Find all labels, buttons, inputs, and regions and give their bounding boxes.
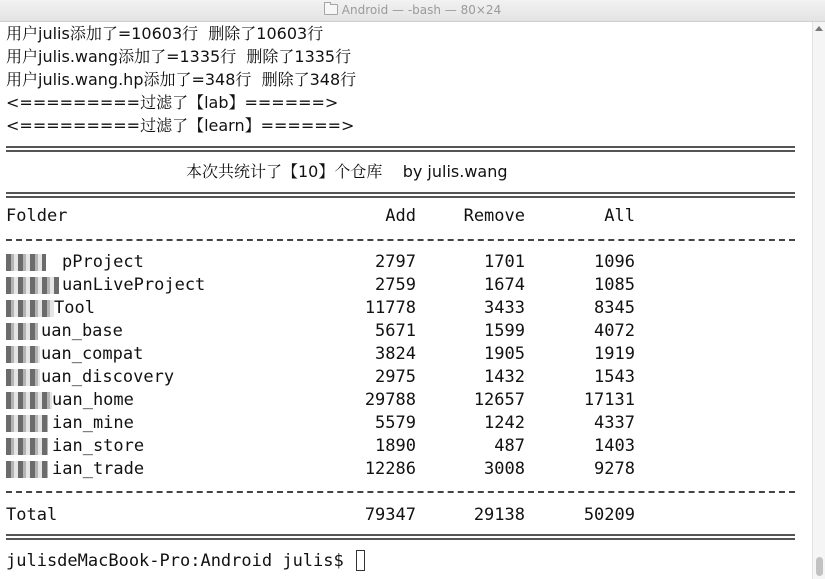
remove-count: 3433 [484,298,525,318]
all-count: 4072 [594,321,635,341]
all-count: 17131 [583,390,635,410]
total-row [0,504,812,527]
add-count: 1890 [375,436,416,456]
filter-line-lab: <=========过滤了【lab】======> [6,93,339,112]
redacted-mask [6,415,48,432]
folder-name: uanLiveProject [62,275,206,295]
total-label: Total [6,505,58,525]
redacted-mask [6,369,40,386]
dashed-rule-total [6,491,795,493]
redacted-mask [6,277,59,294]
redacted-mask [6,300,54,317]
log-line-3: 用户julis.wang.hp添加了=348行 删除了348行 [6,70,357,89]
all-count: 1919 [594,344,635,364]
table-header-row [0,205,812,228]
column-header-remove: Remove [463,206,525,226]
report-heading: 本次共统计了【10】个仓库 by julis.wang [186,162,508,181]
add-count: 2797 [375,252,416,272]
terminal-output[interactable] [0,22,812,579]
scroll-thumb[interactable] [816,557,823,576]
redacted-mask [6,392,52,409]
table-row [0,320,812,343]
table-row [0,435,812,458]
remove-count: 1674 [484,275,525,295]
vertical-scrollbar[interactable] [812,22,825,579]
redacted-mask [6,461,48,478]
add-count: 29788 [364,390,416,410]
add-count: 5579 [375,413,416,433]
log-line-2: 用户julis.wang添加了=1335行 删除了1335行 [6,47,352,66]
table-row [0,366,812,389]
double-rule-bottom [6,534,795,540]
add-count: 2759 [375,275,416,295]
remove-count: 1242 [484,413,525,433]
window-title-group [0,3,825,17]
command-prompt-line[interactable] [6,550,365,573]
redacted-mask [6,323,38,340]
window-titlebar[interactable] [0,0,825,22]
dashed-rule-header [6,239,795,241]
remove-count: 487 [494,436,525,456]
all-count: 1085 [594,275,635,295]
folder-name: uan_discovery [41,367,175,387]
table-row [0,412,812,435]
all-count: 1403 [594,436,635,456]
remove-count: 3008 [484,459,525,479]
column-header-add: Add [385,206,416,226]
add-count: 11778 [364,298,416,318]
double-rule-header [6,192,795,198]
table-row [0,251,812,274]
folder-name: Tool [54,298,95,318]
folder-name: uan_home [52,390,134,410]
table-row [0,389,812,412]
folder-name: pProject [62,252,144,272]
folder-name: ian_trade [52,459,145,479]
remove-count: 1599 [484,321,525,341]
all-count: 1096 [594,252,635,272]
all-count: 9278 [594,459,635,479]
total-remove: 29138 [473,505,525,525]
add-count: 5671 [375,321,416,341]
redacted-mask [6,254,46,271]
total-add: 79347 [364,505,416,525]
log-line-1: 用户julis添加了=10603行 删除了10603行 [6,24,324,43]
window-title: Android — -bash — 80×24 [341,3,502,17]
folder-name: uan_base [41,321,123,341]
redacted-mask [6,438,48,455]
remove-count: 12657 [473,390,525,410]
column-header-folder: Folder [6,206,68,226]
folder-name: uan_compat [41,344,144,364]
all-count: 1543 [594,367,635,387]
column-header-all: All [604,206,635,226]
shell-prompt: julisdeMacBook-Pro:Android julis$ [6,551,354,571]
all-count: 8345 [594,298,635,318]
double-rule-top [6,146,795,152]
total-all: 50209 [583,505,635,525]
remove-count: 1432 [484,367,525,387]
table-row [0,274,812,297]
remove-count: 1701 [484,252,525,272]
folder-name: ian_store [52,436,145,456]
filter-line-learn: <=========过滤了【learn】======> [6,116,355,135]
redacted-mask [6,346,40,363]
add-count: 3824 [375,344,416,364]
table-row [0,297,812,320]
all-count: 4337 [594,413,635,433]
table-row [0,458,812,481]
folder-icon [324,4,338,15]
folder-name: ian_mine [52,413,134,433]
add-count: 12286 [364,459,416,479]
remove-count: 1905 [484,344,525,364]
scroll-up-arrow-icon[interactable] [815,26,823,31]
text-cursor[interactable] [356,550,365,571]
add-count: 2975 [375,367,416,387]
table-row [0,343,812,366]
